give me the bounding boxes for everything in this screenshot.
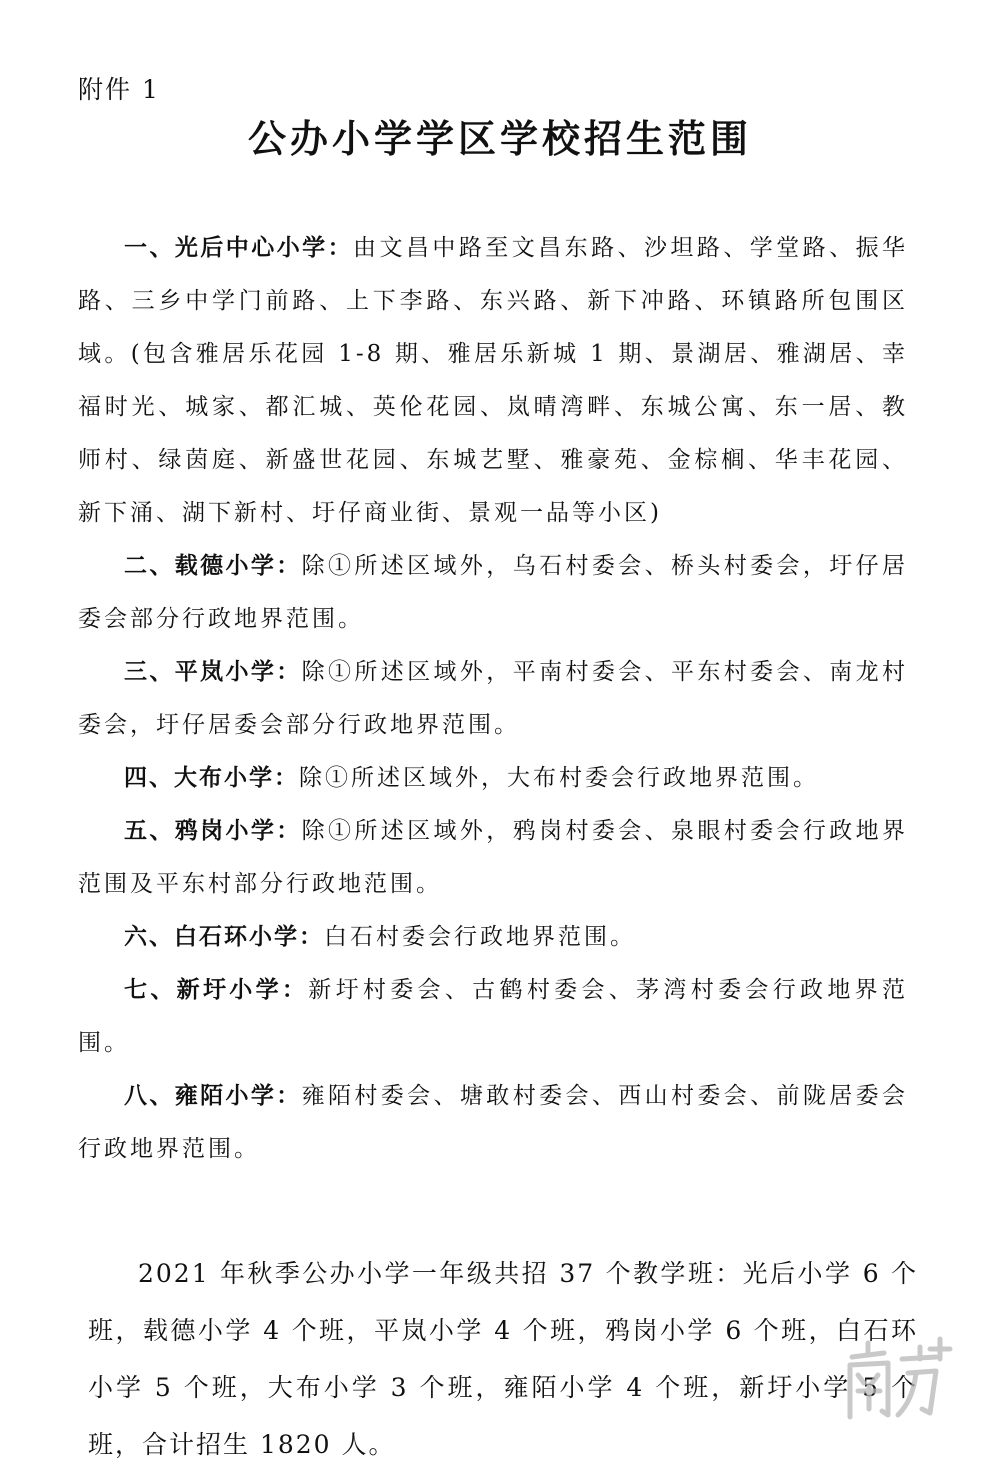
nanfang-plus-logo-icon xyxy=(832,1329,962,1439)
section-2-text: 除①所述区域外，乌石村委会、桥头村委会，圩仔居委会部分行政地界范围。 xyxy=(78,553,909,632)
section-7-label: 七、新圩小学： xyxy=(124,977,309,1003)
section-4-text: 除①所述区域外，大布村委会行政地界范围。 xyxy=(299,765,819,791)
section-3 xyxy=(78,646,908,752)
section-4-label: 四、大布小学： xyxy=(124,765,299,791)
section-5 xyxy=(78,805,908,911)
section-6-label: 六、白石环小学： xyxy=(124,924,324,950)
section-2-label: 二、载德小学： xyxy=(124,553,302,579)
section-8-text: 雍陌村委会、塘敢村委会、西山村委会、前陇居委会行政地界范围。 xyxy=(78,1083,909,1162)
section-1-label: 一、光后中心小学： xyxy=(124,235,354,261)
section-7 xyxy=(78,964,908,1070)
section-6-text: 白石村委会行政地界范围。 xyxy=(324,924,636,950)
section-6 xyxy=(78,911,908,964)
summary-text: 2021 年秋季公办小学一年级共招 37 个教学班：光后小学 6 个班，载德小学 4 个班，平岚小学 4 个班，鸦岗小学 6 个班，白石环小学 5 个班，大布小学 3 个班，雍陌小学 4 个班，新圩小学 5 个班，合计招生 1820 人。 xyxy=(88,1259,918,1459)
section-8-label: 八、雍陌小学： xyxy=(124,1083,302,1109)
section-5-text: 除①所述区域外，鸦岗村委会、泉眼村委会行政地界范围及平东村部分行政地范围。 xyxy=(78,818,909,897)
section-5-label: 五、鸦岗小学： xyxy=(124,818,302,844)
section-1 xyxy=(78,222,908,540)
document-title: 公办小学学区学校招生范围 xyxy=(247,117,752,161)
attachment-label: 附件 1 xyxy=(78,75,160,104)
section-8 xyxy=(78,1070,908,1176)
section-1-text: 由文昌中路至文昌东路、沙坦路、学堂路、振华路、三乡中学门前路、上下李路、东兴路、新下冲路、环镇路所包围区域。(包含雅居乐花园 1-8 期、雅居乐新城 1 期、景湖居、雅湖居、幸福时光、城家、都汇城、英伦花园、岚晴湾畔、东城公寓、东一居、教师村、绿茵庭、新盛世花园、东城艺墅、雅豪苑、金棕榈、华丰花园、新下涌、湖下新村、圩仔商业街、景观一品等小区) xyxy=(78,235,909,526)
section-7-text: 新圩村委会、古鹤村委会、茅湾村委会行政地界范围。 xyxy=(78,977,908,1056)
document-body xyxy=(78,222,908,1176)
section-4 xyxy=(78,752,908,805)
section-2 xyxy=(78,540,908,646)
section-3-label: 三、平岚小学： xyxy=(124,659,302,685)
section-3-text: 除①所述区域外，平南村委会、平东村委会、南龙村委会，圩仔居委会部分行政地界范围。 xyxy=(78,659,909,738)
enrollment-summary xyxy=(88,1245,918,1473)
